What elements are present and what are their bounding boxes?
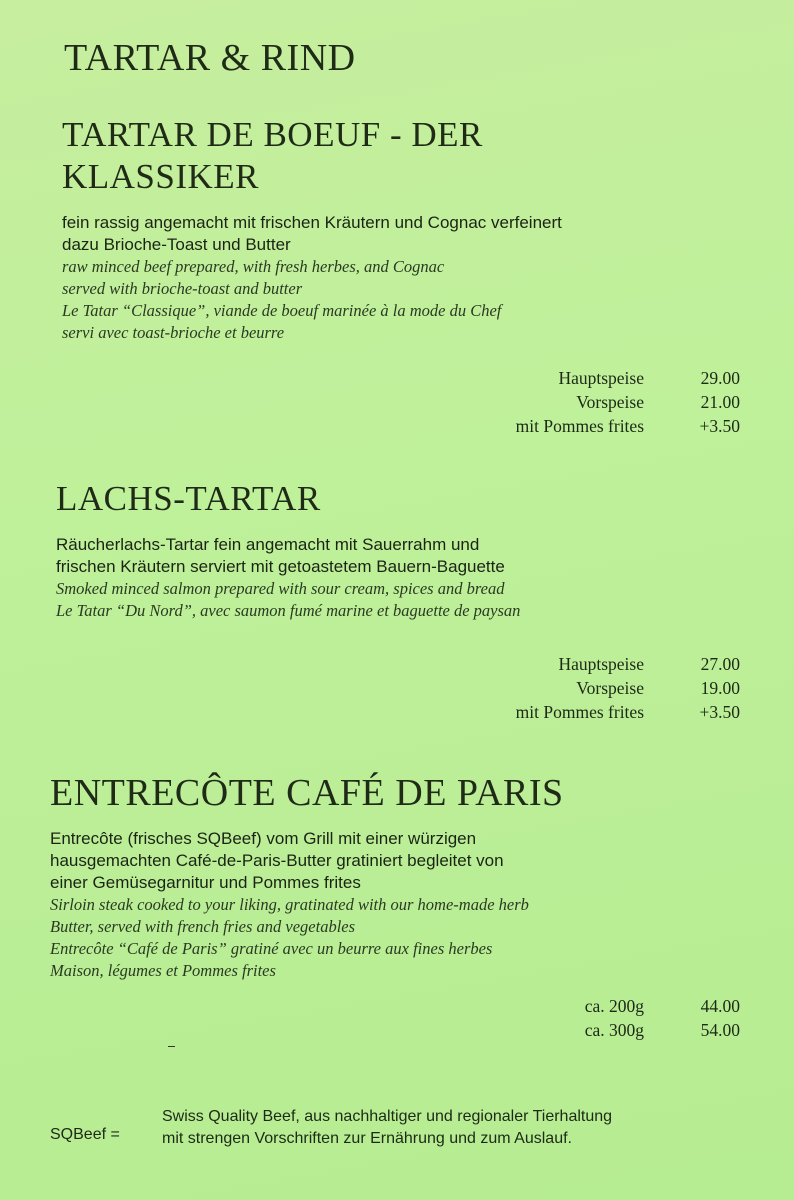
price-label: Hauptspeise: [558, 368, 644, 388]
description-line: Le Tatar “Du Nord”, avec saumon fumé marine et baguette de paysan: [56, 601, 521, 620]
description-line: einer Gemüsegarnitur und Pommes frites: [50, 873, 361, 892]
dish-name: [62, 114, 752, 198]
price-value: 21.00: [700, 392, 740, 412]
price-list: [420, 366, 740, 438]
dish-name-line: TARTAR DE BOEUF - DER: [62, 115, 483, 154]
footer-line: mit strengen Vorschriften zur Ernährung und zum Auslauf.: [162, 1130, 572, 1147]
dish-lachs-tartar: [56, 478, 746, 622]
price-row: [420, 652, 740, 676]
description-line: dazu Brioche-Toast und Butter: [62, 235, 291, 254]
section-title: TARTAR & RIND: [64, 37, 356, 79]
description-line: Entrecôte (frisches SQBeef) vom Grill mit einer würzigen: [50, 829, 477, 848]
description-english: [56, 578, 746, 600]
price-value: +3.50: [699, 416, 740, 436]
price-label: ca. 200g: [584, 996, 644, 1016]
price-label: ca. 300g: [584, 1020, 644, 1040]
description-french: [56, 600, 746, 622]
price-label: mit Pommes frites: [515, 702, 644, 722]
price-value: +3.50: [699, 702, 740, 722]
description-english: [50, 894, 740, 938]
description-french: [62, 300, 752, 344]
price-row: [420, 1018, 740, 1042]
dish-name: [50, 772, 740, 814]
price-list: [420, 652, 740, 724]
price-value: 54.00: [700, 1020, 740, 1040]
description-german: [62, 212, 752, 256]
price-row: [420, 366, 740, 390]
dish-name-line: ENTRECÔTE CAFÉ DE PARIS: [50, 772, 564, 814]
price-row: [420, 414, 740, 438]
description-german: [56, 534, 746, 578]
description-line: servi avec toast-brioche et beurre: [62, 323, 285, 342]
price-label: Vorspeise: [576, 392, 644, 412]
footer-line: Swiss Quality Beef, aus nachhaltiger und regionaler Tierhaltung: [162, 1108, 613, 1125]
description-line: hausgemachten Café-de-Paris-Butter gratiniert begleitet von: [50, 851, 504, 870]
price-value: 44.00: [700, 996, 740, 1016]
description-line: Smoked minced salmon prepared with sour cream, spices and bread: [56, 579, 505, 598]
price-row: [420, 390, 740, 414]
description-line: frischen Kräutern serviert mit getoastetem Bauern-Baguette: [56, 557, 505, 576]
price-label: Vorspeise: [576, 678, 644, 698]
price-row: [420, 700, 740, 724]
description-french: [50, 938, 740, 982]
description-english: [62, 256, 752, 300]
price-row: [420, 676, 740, 700]
description-line: Sirloin steak cooked to your liking, gratinated with our home-made herb: [50, 895, 529, 914]
price-row: [420, 994, 740, 1018]
price-label: mit Pommes frites: [515, 416, 644, 436]
description-line: fein rassig angemacht mit frischen Kräutern und Cognac verfeinert: [62, 213, 562, 232]
description-line: Entrecôte “Café de Paris” gratiné avec un beurre aux fines herbes: [50, 939, 493, 958]
dish-name-line: LACHS-TARTAR: [56, 479, 321, 518]
divider-mark: [168, 1046, 175, 1047]
footer-label: SQBeef =: [50, 1126, 120, 1143]
description-line: raw minced beef prepared, with fresh herbes, and Cognac: [62, 257, 445, 276]
description-line: Butter, served with french fries and vegetables: [50, 917, 356, 936]
description-line: Le Tatar “Classique”, viande de boeuf marinée à la mode du Chef: [62, 301, 502, 320]
dish-name: [56, 478, 746, 520]
description-german: [50, 828, 740, 894]
price-value: 29.00: [700, 368, 740, 388]
price-label: Hauptspeise: [558, 654, 644, 674]
description-line: served with brioche-toast and butter: [62, 279, 303, 298]
dish-tartar-de-boeuf: [62, 114, 752, 344]
price-value: 19.00: [700, 678, 740, 698]
description-line: Maison, légumes et Pommes frites: [50, 961, 276, 980]
dish-entrecote-cafe-de-paris: [50, 772, 740, 982]
description-line: Räucherlachs-Tartar fein angemacht mit Sauerrahm und: [56, 535, 480, 554]
dish-name-line: KLASSIKER: [62, 157, 260, 196]
price-value: 27.00: [700, 654, 740, 674]
footer-text: [162, 1106, 612, 1150]
price-list: [420, 994, 740, 1042]
